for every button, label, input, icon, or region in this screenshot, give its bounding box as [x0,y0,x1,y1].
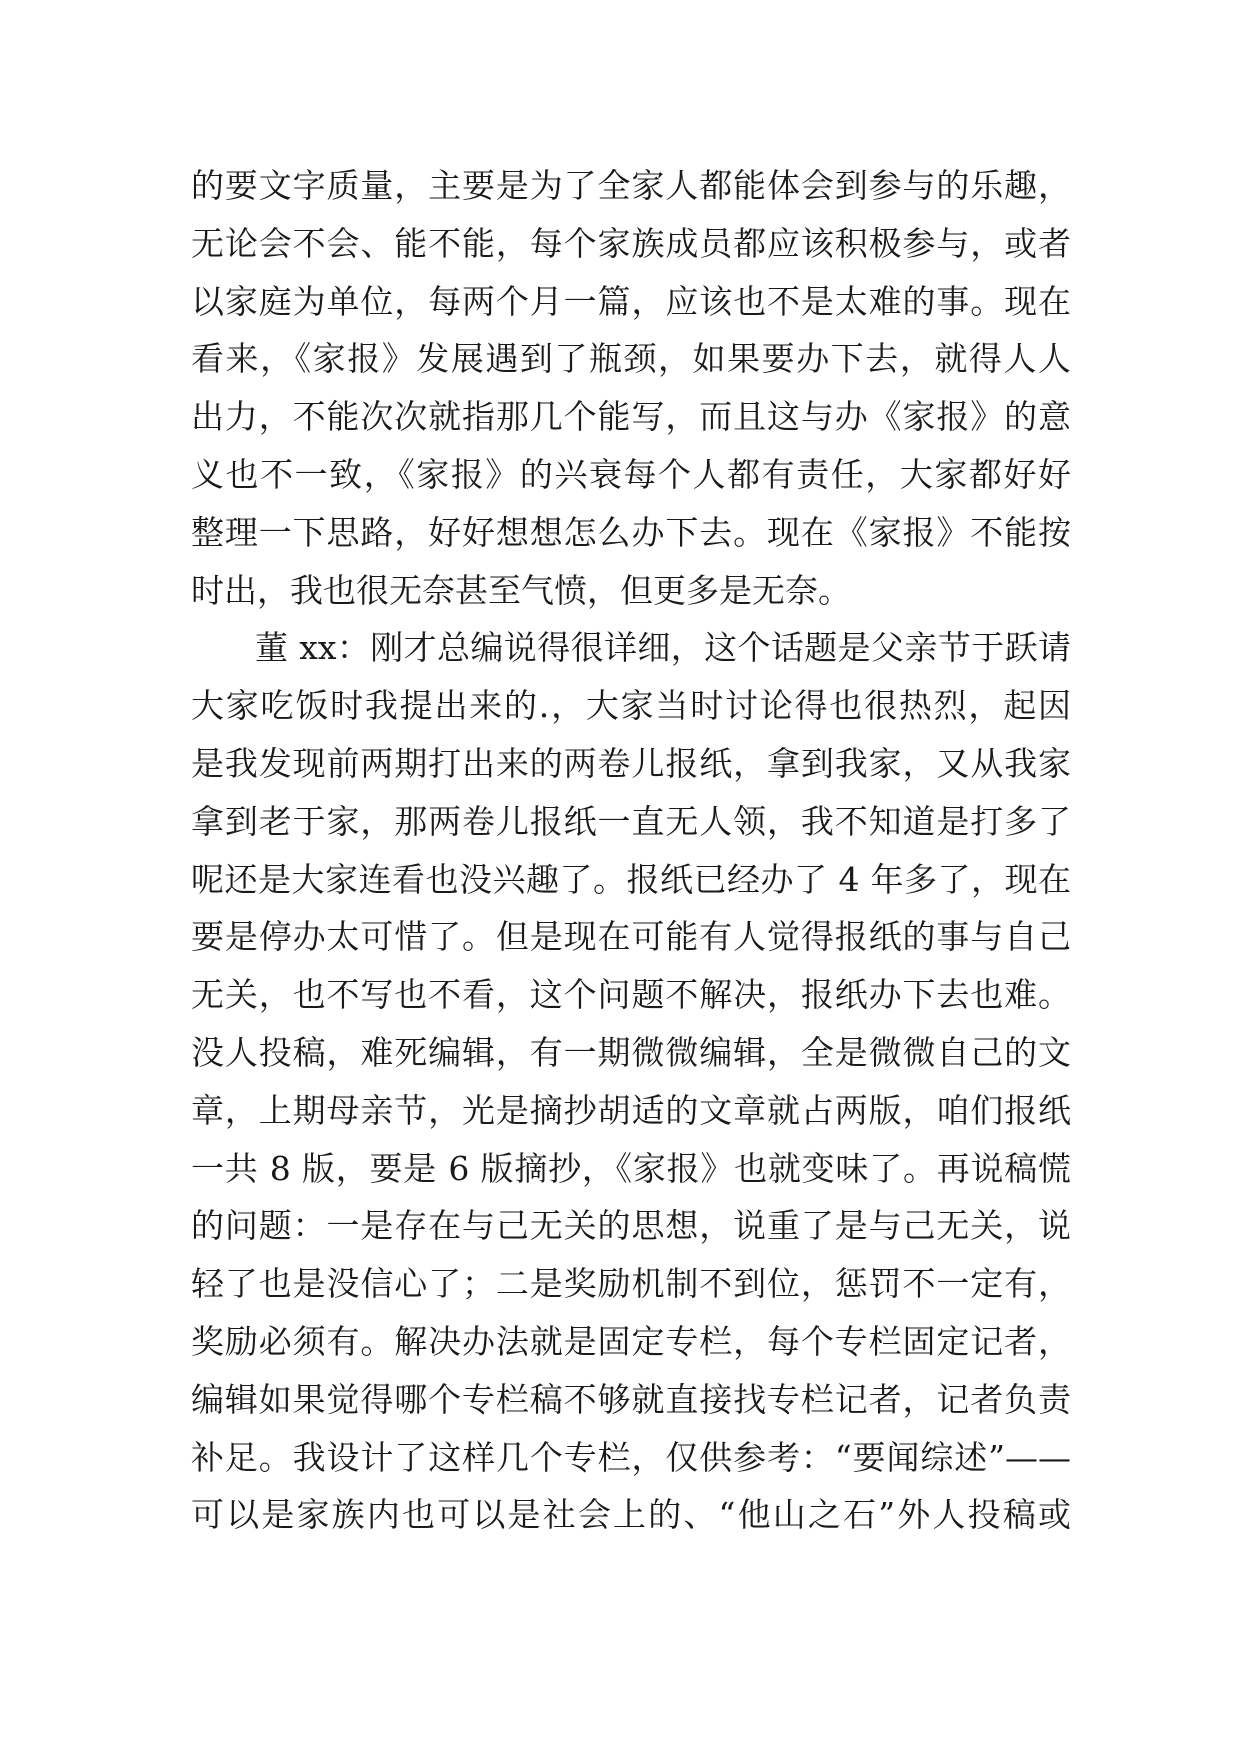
text-line: 补足。我设计了这样几个专栏，仅供参考：“要闻综述”—— [191,1437,1071,1477]
text-line: 出力，不能次次就指那几个能写，而且这与办《家报》的意 [191,397,1071,437]
text-line: 以家庭为单位，每两个月一篇，应该也不是太难的事。现在 [191,281,1071,321]
text-line: 编辑如果觉得哪个专栏稿不够就直接找专栏记者，记者负责 [191,1379,1071,1419]
text-line: 的要文字质量，主要是为了全家人都能体会到参与的乐趣， [191,166,1071,205]
text-line: 无关，也不写也不看，这个问题不解决，报纸办下去也难。 [191,975,1071,1015]
text-line: 整理一下思路，好好想想怎么办下去。现在《家报》不能按 [191,512,1071,552]
text-line: 没人投稿，难死编辑，有一期微微编辑，全是微微自己的文 [191,1032,1071,1072]
text-line: 大家吃饭时我提出来的.，大家当时讨论得也很热烈，起因 [191,686,1071,726]
text-line: 呢还是大家连看也没兴趣了。报纸已经办了 4 年多了，现在 [191,859,1071,899]
text-line: 可以是家族内也可以是社会上的、“他山之石”外人投稿或 [191,1495,1071,1535]
text-line: 要是停办太可惜了。但是现在可能有人觉得报纸的事与自己 [191,917,1071,957]
text-line: 无论会不会、能不能，每个家族成员都应该积极参与，或者 [191,223,1071,263]
text-line: 拿到老于家，那两卷儿报纸一直无人领，我不知道是打多了 [191,801,1071,841]
text-line: 章，上期母亲节，光是摘抄胡适的文章就占两版，咱们报纸 [191,1090,1071,1130]
text-line: 奖励必须有。解决办法就是固定专栏，每个专栏固定记者， [191,1321,1071,1361]
text-line: 时出，我也很无奈甚至气愤，但更多是无奈。 [191,570,851,610]
text-line: 义也不一致，《家报》的兴衰每个人都有责任，大家都好好 [191,454,1071,494]
text-line: 看来，《家报》发展遇到了瓶颈，如果要办下去，就得人人 [191,339,1071,379]
paragraph-first-line: 董 xx：刚才总编说得很详细，这个话题是父亲节于跃请 [255,628,1071,668]
text-line: 轻了也是没信心了；二是奖励机制不到位，惩罚不一定有， [191,1264,1071,1304]
text-line: 是我发现前两期打出来的两卷儿报纸，拿到我家，又从我家 [191,743,1071,783]
text-line: 一共 8 版，要是 6 版摘抄，《家报》也就变味了。再说稿慌 [191,1148,1071,1188]
body-text [191,157,1071,1544]
text-line: 的问题：一是存在与己无关的思想，说重了是与己无关，说 [191,1206,1071,1246]
